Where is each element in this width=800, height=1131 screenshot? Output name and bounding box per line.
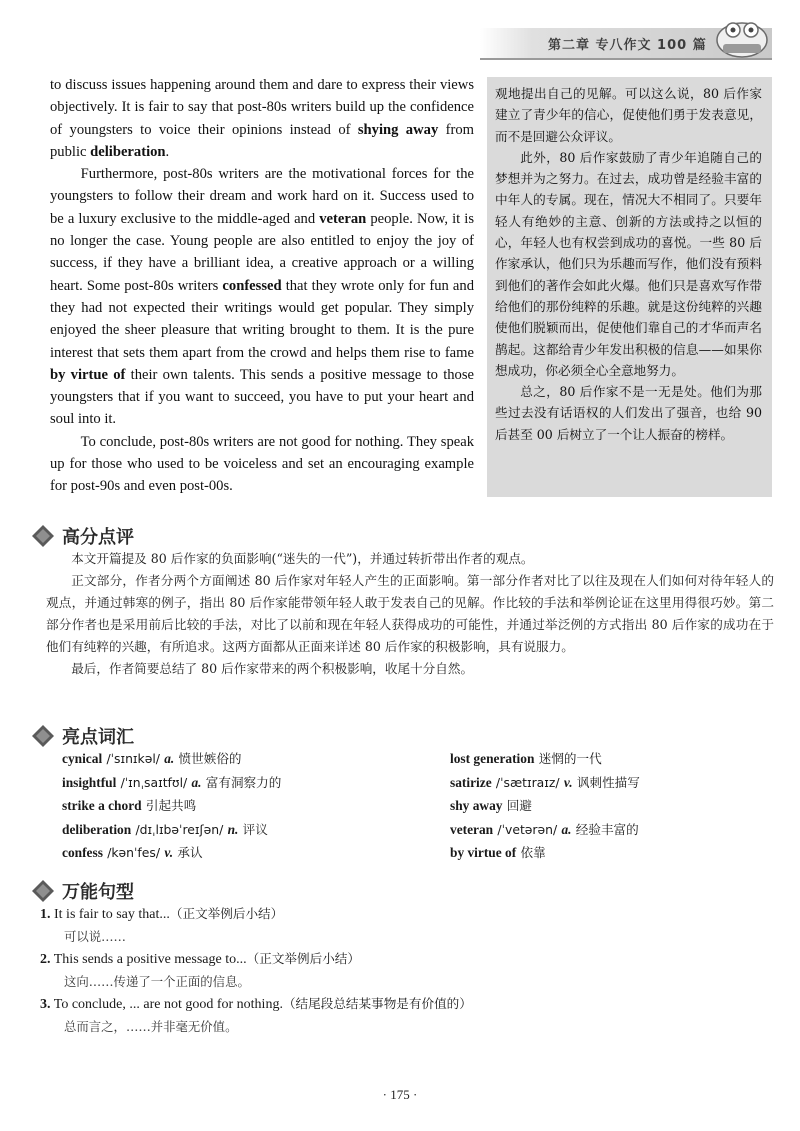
diamond-bullet-icon (30, 523, 56, 549)
vocab-item: cynical /ˈsɪnɪkəl/ a. 愤世嫉俗的 (62, 751, 242, 766)
vocab-item: by virtue of 依靠 (450, 845, 546, 861)
highlight-deliberation: deliberation (90, 143, 166, 160)
page-number: · 175 · (382, 1087, 418, 1102)
review-section (46, 548, 774, 680)
essay-paragraph-3: To conclude, post-80s writers are not good for nothing. They speak up for those who used to be voiceless and set an encouraging example for post-90s and even post-00s. (50, 433, 474, 495)
vocab-item: insightful /ˈɪnˌsaɪtfʊl/ a. 富有洞察力的 (62, 774, 282, 790)
english-essay (50, 74, 474, 498)
vocab-item: satirize /ˈsætɪraɪz/ v. 讽刺性描写 (450, 774, 640, 790)
essay-paragraph-2: Furthermore, post-80s writers are the motivational forces for the youngsters to follow their dream and work hard on it. Success used to be a luxury exclusive to the middle-aged and veteran people. Now, it is no longer the case. Young people are also entitled to enjoy the joy of success, if they have a brilliant idea, a creative approach or a willing heart. Some post-80s writers confessed that they wrote only for fun and they had not expected their writings would get popular. They simply enjoyed the sheer pleasure that writing brought to them. It is the pure interest that sets them apart from the crowd and helps them rise to fame by virtue of their own talents. This sends a positive message to those youngsters that if you want to succeed, you have to put your heart and soul into it. (50, 166, 474, 428)
vocab-item: deliberation /dɪˌlɪbəˈreɪʃən/ n. 评议 (62, 821, 268, 837)
sentence-patterns-heading: 万能句型 (30, 878, 134, 904)
review-heading: 高分点评 (30, 523, 134, 549)
review-paragraph-3: 最后，作者简要总结了 80 后作家带来的两个积极影响，收尾十分自然。 (71, 661, 474, 676)
vocabulary-heading: 亮点词汇 (30, 723, 134, 749)
highlight-shying-away: shying away (357, 121, 439, 138)
translation-paragraph-3: 总之，80 后作家不是一无是处。他们为那些过去没有话语权的人们发出了强音，也给 90 后甚至 00 后树立了一个让人振奋的榜样。 (495, 384, 762, 442)
vocab-item: confess /kənˈfes/ v. 承认 (62, 845, 203, 861)
chinese-translation-box (487, 77, 772, 497)
vocab-item: lost generation 迷惘的一代 (450, 751, 602, 766)
highlight-veteran: veteran (319, 210, 367, 227)
highlight-by-virtue-of: by virtue of (50, 366, 126, 383)
sentence-patterns-list (40, 903, 770, 1038)
highlight-confessed: confessed (222, 277, 282, 294)
translation-paragraph-1: 观地提出自己的见解。可以这么说，80 后作家建立了青少年的信心，促使他们勇于发表意见，而不是回避公众评议。 (495, 86, 762, 144)
sentence-pattern-item: 3. To conclude, ... are not good for nothing.（结尾段总结某事物是有价值的） 总而言之，……并非毫无价值。 (40, 996, 472, 1034)
sentence-pattern-item: 2. This sends a positive message to...（正文举例后小结） 这向……传递了一个正面的信息。 (40, 951, 360, 989)
vocab-item: shy away 回避 (450, 798, 532, 814)
diamond-bullet-icon (30, 878, 56, 904)
vocab-item: veteran /ˈvetərən/ a. 经验丰富的 (450, 821, 639, 837)
review-paragraph-2: 正文部分，作者分两个方面阐述 80 后作家对年轻人产生的正面影响。第一部分作者对比了以往及现在人们如何对待年轻人的观点，并通过韩寒的例子，指出 80 后作家能带领年轻人敢于发表自己的见解。作比较的手法和举例论证在这里用得很巧妙。第二部分作者也是采用前后比较的手法，对比了以前和现在年轻人获得成功的可能性，并通过举泛例的方式指出 80 后作家的成功在于他们有纯粹的兴趣，有所追求。这两方面都从正面来详述 80 后作家的积极影响，具有说服力。 (46, 573, 774, 654)
vocab-item: strike a chord 引起共鸣 (62, 798, 197, 814)
chapter-title: 第二章 专八作文 100 篇 (548, 38, 707, 53)
translation-paragraph-2: 此外，80 后作家鼓励了青少年追随自己的梦想并为之努力。在过去，成功曾是经验丰富的中年人的专属。现在，情况大不相同了。只要年轻人有绝妙的主意、创新的方法或持之以恒的心，年轻人也有权尝到成功的喜悦。一些 80 后作家承认，他们只为乐趣而写作，他们没有预料到他们的著作会如此火爆。他们只是喜欢写作带给他们的那份纯粹的乐趣。就是这份纯粹的兴趣使他们脱颖而出，促使他们靠自己的才华而声名鹊起。这都给青少年发出积极的信息——如果你想成功，你必须全心全意地努力。 (495, 149, 762, 378)
vocabulary-list (62, 748, 762, 866)
sentence-pattern-item: 1. It is fair to say that...（正文举例后小结） 可以说…… (40, 906, 284, 944)
diamond-bullet-icon (30, 723, 56, 749)
review-paragraph-1: 本文开篇提及 80 后作家的负面影响(“迷失的一代”)，并通过转折带出作者的观点。 (71, 551, 534, 566)
publisher-logo-icon (715, 16, 769, 60)
essay-paragraph-1: to discuss issues happening around them and dare to express their views objectively. It is fair to say that post-80s writers build up the confidence of youngsters to voice their opinions instead of shying away from public deliberation. (50, 77, 474, 160)
